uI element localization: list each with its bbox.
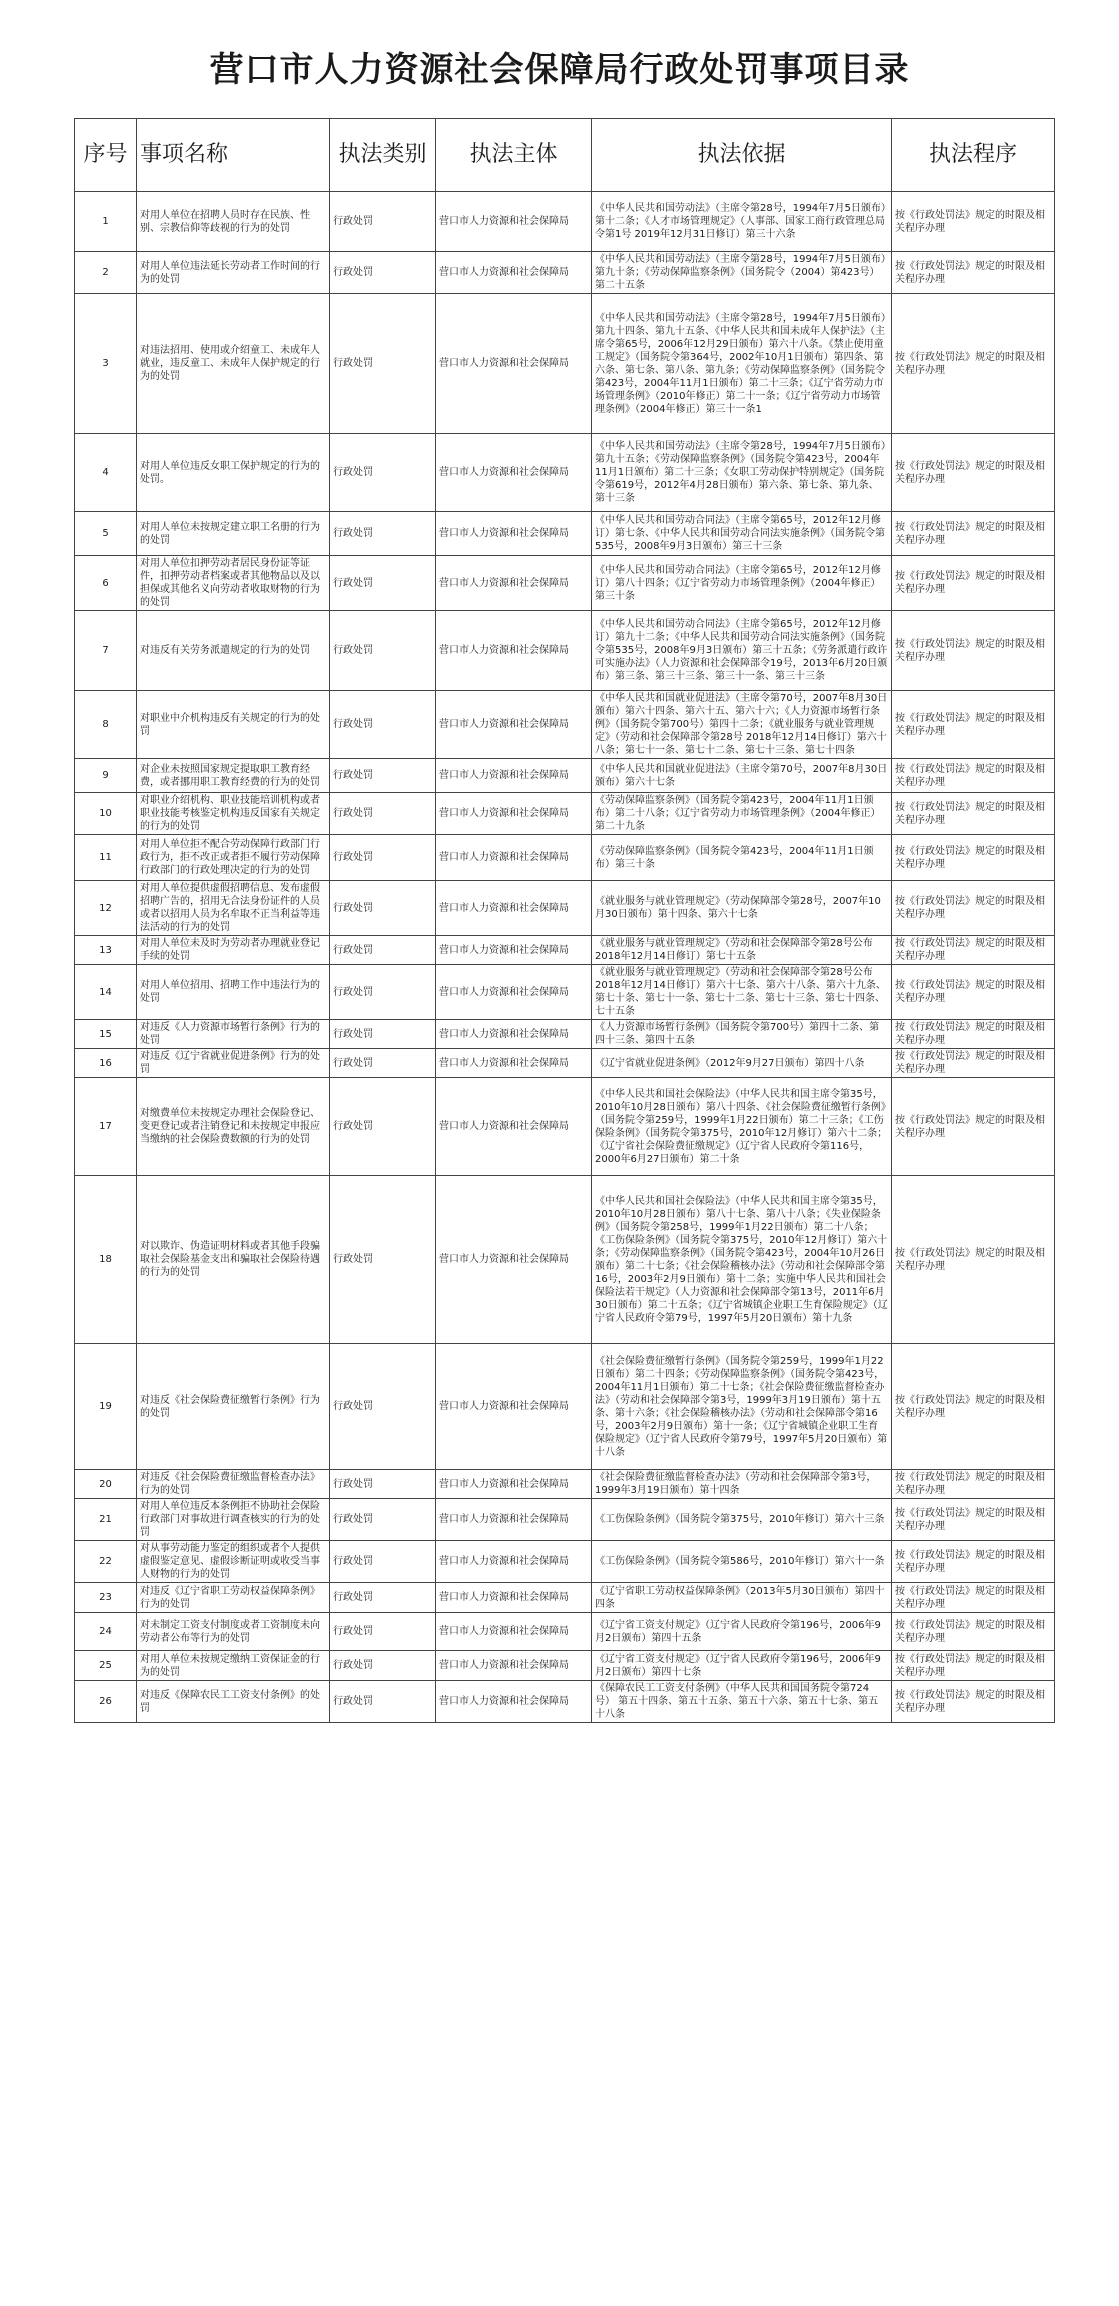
table-row: [75, 1470, 1055, 1499]
cell-name: 对用人单位拒不配合劳动保障行政部门行政行为，拒不改正或者拒不履行劳动保障行政部门的行政处理决定的行为的处罚: [137, 835, 330, 881]
cell-type: 行政处罚: [330, 793, 436, 835]
cell-name: 对违反有关劳务派遣规定的行为的处罚: [137, 611, 330, 691]
cell-no: 16: [75, 1049, 137, 1078]
cell-subject: 营口市人力资源和社会保障局: [436, 759, 592, 793]
table-row: [75, 1681, 1055, 1723]
cell-no: 20: [75, 1470, 137, 1499]
cell-procedure: 按《行政处罚法》规定的时限及相关程序办理: [892, 1499, 1055, 1541]
cell-subject: 营口市人力资源和社会保障局: [436, 936, 592, 965]
cell-type: 行政处罚: [330, 936, 436, 965]
header-no: 序号: [75, 119, 137, 192]
cell-subject: 营口市人力资源和社会保障局: [436, 691, 592, 759]
cell-no: 19: [75, 1344, 137, 1470]
cell-procedure: 按《行政处罚法》规定的时限及相关程序办理: [892, 965, 1055, 1020]
cell-type: 行政处罚: [330, 1681, 436, 1723]
cell-name: 对职业中介机构违反有关规定的行为的处罚: [137, 691, 330, 759]
cell-type: 行政处罚: [330, 759, 436, 793]
cell-basis: 《人力资源市场暂行条例》（国务院令第700号）第四十二条、第四十三条、第四十五条: [592, 1020, 892, 1049]
cell-name: 对用人单位违反本条例拒不协助社会保险行政部门对事故进行调查核实的行为的处罚: [137, 1499, 330, 1541]
cell-name: 对违反《辽宁省就业促进条例》行为的处罚: [137, 1049, 330, 1078]
cell-name: 对用人单位未按规定建立职工名册的行为的处罚: [137, 512, 330, 556]
cell-basis: 《中华人民共和国就业促进法》（主席令第70号，2007年8月30日颁布）第六十七条: [592, 759, 892, 793]
cell-no: 5: [75, 512, 137, 556]
header-subject: 执法主体: [436, 119, 592, 192]
cell-name: 对用人单位违反女职工保护规定的行为的处罚。: [137, 434, 330, 512]
table-row: [75, 1344, 1055, 1470]
table-row: [75, 1499, 1055, 1541]
table-row: [75, 965, 1055, 1020]
cell-basis: 《中华人民共和国劳动合同法》（主席令第65号，2012年12月修订）第八十四条；《辽宁省劳动力市场管理条例》（2004年修正）第三十条: [592, 556, 892, 611]
cell-type: 行政处罚: [330, 1470, 436, 1499]
cell-no: 17: [75, 1078, 137, 1176]
cell-subject: 营口市人力资源和社会保障局: [436, 252, 592, 294]
cell-subject: 营口市人力资源和社会保障局: [436, 1078, 592, 1176]
cell-name: 对违反《保障农民工工资支付条例》的处罚: [137, 1681, 330, 1723]
cell-no: 23: [75, 1583, 137, 1613]
cell-no: 12: [75, 881, 137, 936]
cell-procedure: 按《行政处罚法》规定的时限及相关程序办理: [892, 1049, 1055, 1078]
table-row: [75, 1583, 1055, 1613]
cell-basis: 《就业服务与就业管理规定》（劳动和社会保障部令第28号公布 2018年12月14日修订）第六十七条、第六十八条、第六十九条、第七十条、第七十一条、第七十二条、第七十三条、第七十四条、七十五条: [592, 965, 892, 1020]
cell-name: 对用人单位招用、招聘工作中违法行为的处罚: [137, 965, 330, 1020]
table-row: [75, 691, 1055, 759]
cell-procedure: 按《行政处罚法》规定的时限及相关程序办理: [892, 512, 1055, 556]
cell-basis: 《社会保险费征缴监督检查办法》（劳动和社会保障部令第3号，1999年3月19日颁布）第十四条: [592, 1470, 892, 1499]
cell-basis: 《中华人民共和国劳动合同法》（主席令第65号，2012年12月修订）第七条、《中华人民共和国劳动合同法实施条例》（国务院令第535号，2008年9月3日颁布）第三十三条: [592, 512, 892, 556]
cell-procedure: 按《行政处罚法》规定的时限及相关程序办理: [892, 793, 1055, 835]
cell-basis: 《就业服务与就业管理规定》（劳动保障部令第28号，2007年10月30日颁布）第十四条、第六十七条: [592, 881, 892, 936]
table-row: [75, 1049, 1055, 1078]
cell-subject: 营口市人力资源和社会保障局: [436, 1049, 592, 1078]
table-row: [75, 252, 1055, 294]
cell-subject: 营口市人力资源和社会保障局: [436, 1470, 592, 1499]
table-row: [75, 192, 1055, 252]
table-row: [75, 1078, 1055, 1176]
cell-no: 10: [75, 793, 137, 835]
cell-type: 行政处罚: [330, 192, 436, 252]
table-row: [75, 936, 1055, 965]
cell-type: 行政处罚: [330, 1651, 436, 1681]
cell-type: 行政处罚: [330, 1344, 436, 1470]
cell-procedure: 按《行政处罚法》规定的时限及相关程序办理: [892, 936, 1055, 965]
cell-no: 24: [75, 1613, 137, 1651]
cell-no: 4: [75, 434, 137, 512]
cell-subject: 营口市人力资源和社会保障局: [436, 1499, 592, 1541]
cell-procedure: 按《行政处罚法》规定的时限及相关程序办理: [892, 192, 1055, 252]
cell-subject: 营口市人力资源和社会保障局: [436, 793, 592, 835]
cell-no: 1: [75, 192, 137, 252]
cell-procedure: 按《行政处罚法》规定的时限及相关程序办理: [892, 1681, 1055, 1723]
cell-subject: 营口市人力资源和社会保障局: [436, 192, 592, 252]
cell-no: 21: [75, 1499, 137, 1541]
cell-basis: 《中华人民共和国社会保险法》（中华人民共和国主席令第35号，2010年10月28日颁布）第八十四条、《社会保险费征缴暂行条例》（国务院令第259号，1999年1月22日颁布）第二十三条；《工伤保险条例》（国务院令第375号，2010年12月修订）第六十二条；《辽宁省社会保险费征缴规定》（辽宁省人民政府令第116号，2000年6月27日颁布）第二十条: [592, 1078, 892, 1176]
cell-name: 对用人单位提供虚假招聘信息、发布虚假招聘广告的，招用无合法身份证件的人员或者以招用人员为名牟取不正当利益等违法活动的行为的处罚: [137, 881, 330, 936]
cell-no: 3: [75, 294, 137, 434]
cell-subject: 营口市人力资源和社会保障局: [436, 611, 592, 691]
header-row: [75, 119, 1055, 192]
header-basis: 执法依据: [592, 119, 892, 192]
cell-subject: 营口市人力资源和社会保障局: [436, 1344, 592, 1470]
cell-basis: 《中华人民共和国社会保险法》（中华人民共和国主席令第35号，2010年10月28日颁布）第八十七条、第八十八条；《失业保险条例》（国务院令第258号，1999年1月22日颁布）第二十八条；《工伤保险条例》（国务院令第375号，2010年12月修订）第六十条；《劳动保障监察条例》（国务院令第423号，2004年10月26日颁布）第二十七条；《社会保险稽核办法》（劳动和社会保障部令第16号，2003年2月9日颁布）第十二条；实施中华人民共和国社会保险法若干规定》（人力资源和社会保障部令第13号，2011年6月30日颁布）第二十五条；《辽宁省城镇企业职工生育保险规定》（辽宁省人民政府令第79号，1997年5月20日颁布）第十九条: [592, 1176, 892, 1344]
cell-type: 行政处罚: [330, 252, 436, 294]
table-row: [75, 1176, 1055, 1344]
cell-name: 对从事劳动能力鉴定的组织或者个人提供虚假鉴定意见、虚假诊断证明或收受当事人财物的行为的处罚: [137, 1541, 330, 1583]
cell-subject: 营口市人力资源和社会保障局: [436, 835, 592, 881]
cell-type: 行政处罚: [330, 512, 436, 556]
cell-no: 14: [75, 965, 137, 1020]
cell-subject: 营口市人力资源和社会保障局: [436, 512, 592, 556]
cell-subject: 营口市人力资源和社会保障局: [436, 1583, 592, 1613]
cell-procedure: 按《行政处罚法》规定的时限及相关程序办理: [892, 434, 1055, 512]
table-row: [75, 1651, 1055, 1681]
cell-procedure: 按《行政处罚法》规定的时限及相关程序办理: [892, 759, 1055, 793]
cell-procedure: 按《行政处罚法》规定的时限及相关程序办理: [892, 1651, 1055, 1681]
cell-name: 对违反《辽宁省职工劳动权益保障条例》行为的处罚: [137, 1583, 330, 1613]
document-title: 营口市人力资源社会保障局行政处罚事项目录: [209, 50, 910, 90]
cell-name: 对缴费单位未按规定办理社会保险登记、变更登记或者注销登记和未按规定申报应当缴纳的社会保险费数额的行为的处罚: [137, 1078, 330, 1176]
cell-type: 行政处罚: [330, 1020, 436, 1049]
cell-no: 15: [75, 1020, 137, 1049]
cell-subject: 营口市人力资源和社会保障局: [436, 434, 592, 512]
cell-basis: 《中华人民共和国劳动合同法》（主席令第65号，2012年12月修订）第九十二条；《中华人民共和国劳动合同法实施条例》（国务院令第535号，2008年9月3日颁布）第三十五条；《劳务派遣行政许可实施办法》（人力资源和社会保障部令19号，2013年6月20日颁布）第三条、第三十三条、第三十一条、第三十三条: [592, 611, 892, 691]
cell-subject: 营口市人力资源和社会保障局: [436, 965, 592, 1020]
cell-name: 对违反《社会保险费征缴监督检查办法》行为的处罚: [137, 1470, 330, 1499]
cell-type: 行政处罚: [330, 1176, 436, 1344]
cell-type: 行政处罚: [330, 1613, 436, 1651]
cell-procedure: 按《行政处罚法》规定的时限及相关程序办理: [892, 1176, 1055, 1344]
cell-no: 11: [75, 835, 137, 881]
cell-procedure: 按《行政处罚法》规定的时限及相关程序办理: [892, 1541, 1055, 1583]
cell-subject: 营口市人力资源和社会保障局: [436, 1681, 592, 1723]
table-row: [75, 434, 1055, 512]
cell-subject: 营口市人力资源和社会保障局: [436, 294, 592, 434]
cell-name: 对以欺诈、伪造证明材料或者其他手段骗取社会保险基金支出和骗取社会保险待遇的行为的处罚: [137, 1176, 330, 1344]
cell-name: 对违反《社会保险费征缴暂行条例》行为的处罚: [137, 1344, 330, 1470]
cell-procedure: 按《行政处罚法》规定的时限及相关程序办理: [892, 1020, 1055, 1049]
cell-basis: 《就业服务与就业管理规定》（劳动和社会保障部令第28号公布 2018年12月14日修订）第七十五条: [592, 936, 892, 965]
table-row: [75, 1541, 1055, 1583]
cell-no: 13: [75, 936, 137, 965]
cell-basis: 《中华人民共和国劳动法》（主席令第28号，1994年7月5日颁布）第九十四条、第九十五条、《中华人民共和国未成年人保护法》（主席令第65号，2006年12月29日颁布）第六十八条。《禁止使用童工规定》（国务院令第364号，2002年10月1日颁布）第四条、第六条、第七条、第八条、第九条；《劳动保障监察条例》（国务院令第423号，2004年11月1日颁布）第二十三条；《辽宁省劳动力市场管理条例》（2010年修正）第二十一条；《辽宁省劳动力市场管理条例》（2004年修正）第三十一条1: [592, 294, 892, 434]
cell-no: 18: [75, 1176, 137, 1344]
cell-type: 行政处罚: [330, 1583, 436, 1613]
cell-name: 对用人单位未及时为劳动者办理就业登记手续的处罚: [137, 936, 330, 965]
cell-procedure: 按《行政处罚法》规定的时限及相关程序办理: [892, 252, 1055, 294]
cell-type: 行政处罚: [330, 434, 436, 512]
table-row: [75, 759, 1055, 793]
cell-subject: 营口市人力资源和社会保障局: [436, 1651, 592, 1681]
cell-basis: 《社会保险费征缴暂行条例》（国务院令第259号，1999年1月22日颁布）第二十四条；《劳动保障监察条例》（国务院令第423号，2004年11月1日颁布）第二十七条；《社会保险费征缴监督检查办法》（劳动和社会保障部令第3号，1999年3月19日颁布）第十五条、第十六条；《社会保险稽核办法》（劳动和社会保障部令第16号，2003年2月9日颁布）第十一条；《辽宁省城镇企业职工生育保险规定》（辽宁省人民政府令第79号，1997年5月20日颁布）第十八条: [592, 1344, 892, 1470]
cell-name: 对用人单位扣押劳动者居民身份证等证件，扣押劳动者档案或者其他物品以及以担保或其他名义向劳动者收取财物的行为的处罚: [137, 556, 330, 611]
penalty-catalog-table: [74, 118, 1055, 1723]
cell-basis: 《中华人民共和国就业促进法》（主席令第70号，2007年8月30日颁布）第六十四条、第六十五、第六十六；《人力资源市场暂行条例》（国务院令第700号）第四十二条；《就业服务与就业管理规定》（劳动和社会保障部令第28号 2018年12月14日修订）第六十八条；第七十一条、第七十二条、第七十三条、第七十四条: [592, 691, 892, 759]
header-name: 事项名称: [137, 119, 330, 192]
cell-procedure: 按《行政处罚法》规定的时限及相关程序办理: [892, 691, 1055, 759]
cell-basis: 《劳动保障监察条例》（国务院令第423号，2004年11月1日颁布）第二十八条；《辽宁省劳动力市场管理条例》（2004年修正）第二十九条: [592, 793, 892, 835]
cell-subject: 营口市人力资源和社会保障局: [436, 1176, 592, 1344]
cell-name: 对未制定工资支付制度或者工资制度未向劳动者公布等行为的处罚: [137, 1613, 330, 1651]
cell-procedure: 按《行政处罚法》规定的时限及相关程序办理: [892, 1344, 1055, 1470]
cell-no: 26: [75, 1681, 137, 1723]
cell-basis: 《保障农民工工资支付条例》（中华人民共和国国务院令第724号） 第五十四条、第五十五条、第五十六条、第五十七条、第五十八条: [592, 1681, 892, 1723]
cell-type: 行政处罚: [330, 611, 436, 691]
cell-type: 行政处罚: [330, 1499, 436, 1541]
cell-name: 对违法招用、使用或介绍童工、未成年人就业，违反童工、未成年人保护规定的行为的处罚: [137, 294, 330, 434]
cell-type: 行政处罚: [330, 691, 436, 759]
cell-subject: 营口市人力资源和社会保障局: [436, 1613, 592, 1651]
table-row: [75, 1020, 1055, 1049]
table-row: [75, 793, 1055, 835]
cell-type: 行政处罚: [330, 294, 436, 434]
cell-name: 对职业介绍机构、职业技能培训机构或者职业技能考核鉴定机构违反国家有关规定的行为的处罚: [137, 793, 330, 835]
cell-name: 对企业未按照国家规定提取职工教育经费，或者挪用职工教育经费的行为的处罚: [137, 759, 330, 793]
cell-procedure: 按《行政处罚法》规定的时限及相关程序办理: [892, 881, 1055, 936]
cell-basis: 《中华人民共和国劳动法》（主席令第28号，1994年7月5日颁布）第十二条；《人才市场管理规定》（人事部、国家工商行政管理总局令第1号 2019年12月31日修订）第三十六条: [592, 192, 892, 252]
cell-type: 行政处罚: [330, 1541, 436, 1583]
cell-no: 22: [75, 1541, 137, 1583]
cell-name: 对用人单位未按规定缴纳工资保证金的行为的处罚: [137, 1651, 330, 1681]
cell-no: 6: [75, 556, 137, 611]
cell-procedure: 按《行政处罚法》规定的时限及相关程序办理: [892, 611, 1055, 691]
cell-no: 7: [75, 611, 137, 691]
cell-no: 9: [75, 759, 137, 793]
table-row: [75, 1613, 1055, 1651]
cell-name: 对用人单位违法延长劳动者工作时间的行为的处罚: [137, 252, 330, 294]
cell-subject: 营口市人力资源和社会保障局: [436, 881, 592, 936]
table-row: [75, 556, 1055, 611]
header-type: 执法类别: [330, 119, 436, 192]
cell-procedure: 按《行政处罚法》规定的时限及相关程序办理: [892, 1613, 1055, 1651]
cell-type: 行政处罚: [330, 835, 436, 881]
cell-name: 对用人单位在招聘人员时存在民族、性别、宗教信仰等歧视的行为的处罚: [137, 192, 330, 252]
cell-no: 8: [75, 691, 137, 759]
cell-no: 25: [75, 1651, 137, 1681]
cell-type: 行政处罚: [330, 556, 436, 611]
cell-basis: 《辽宁省就业促进条例》（2012年9月27日颁布）第四十八条: [592, 1049, 892, 1078]
cell-basis: 《辽宁省工资支付规定》（辽宁省人民政府令第196号，2006年9月2日颁布）第四十五条: [592, 1613, 892, 1651]
cell-type: 行政处罚: [330, 881, 436, 936]
cell-name: 对违反《人力资源市场暂行条例》行为的处罚: [137, 1020, 330, 1049]
cell-basis: 《辽宁省职工劳动权益保障条例》（2013年5月30日颁布）第四十四条: [592, 1583, 892, 1613]
cell-procedure: 按《行政处罚法》规定的时限及相关程序办理: [892, 556, 1055, 611]
cell-subject: 营口市人力资源和社会保障局: [436, 1020, 592, 1049]
header-procedure: 执法程序: [892, 119, 1055, 192]
cell-procedure: 按《行政处罚法》规定的时限及相关程序办理: [892, 1078, 1055, 1176]
cell-basis: 《工伤保险条例》（国务院令第586号，2010年修订）第六十一条: [592, 1541, 892, 1583]
table-row: [75, 512, 1055, 556]
cell-procedure: 按《行政处罚法》规定的时限及相关程序办理: [892, 1470, 1055, 1499]
cell-type: 行政处罚: [330, 965, 436, 1020]
cell-basis: 《中华人民共和国劳动法》（主席令第28号，1994年7月5日颁布）第九十条；《劳动保障监察条例》（国务院令（2004）第423号）第二十五条: [592, 252, 892, 294]
cell-procedure: 按《行政处罚法》规定的时限及相关程序办理: [892, 1583, 1055, 1613]
table-row: [75, 294, 1055, 434]
table-body: [75, 192, 1055, 1723]
cell-basis: 《工伤保险条例》（国务院令第375号，2010年修订）第六十三条: [592, 1499, 892, 1541]
cell-type: 行政处罚: [330, 1049, 436, 1078]
cell-no: 2: [75, 252, 137, 294]
table-row: [75, 835, 1055, 881]
cell-procedure: 按《行政处罚法》规定的时限及相关程序办理: [892, 294, 1055, 434]
cell-procedure: 按《行政处罚法》规定的时限及相关程序办理: [892, 835, 1055, 881]
table-row: [75, 881, 1055, 936]
table-row: [75, 611, 1055, 691]
cell-basis: 《中华人民共和国劳动法》（主席令第28号，1994年7月5日颁布）第九十五条；《劳动保障监察条例》（国务院令第423号，2004年11月1日颁布）第二十三条；《女职工劳动保护特别规定》（国务院令第619号，2012年4月28日颁布）第六条、第七条、第九条、第十三条: [592, 434, 892, 512]
cell-type: 行政处罚: [330, 1078, 436, 1176]
cell-basis: 《辽宁省工资支付规定》（辽宁省人民政府令第196号，2006年9月2日颁布）第四十七条: [592, 1651, 892, 1681]
cell-subject: 营口市人力资源和社会保障局: [436, 1541, 592, 1583]
cell-subject: 营口市人力资源和社会保障局: [436, 556, 592, 611]
cell-basis: 《劳动保障监察条例》（国务院令第423号，2004年11月1日颁布）第三十条: [592, 835, 892, 881]
